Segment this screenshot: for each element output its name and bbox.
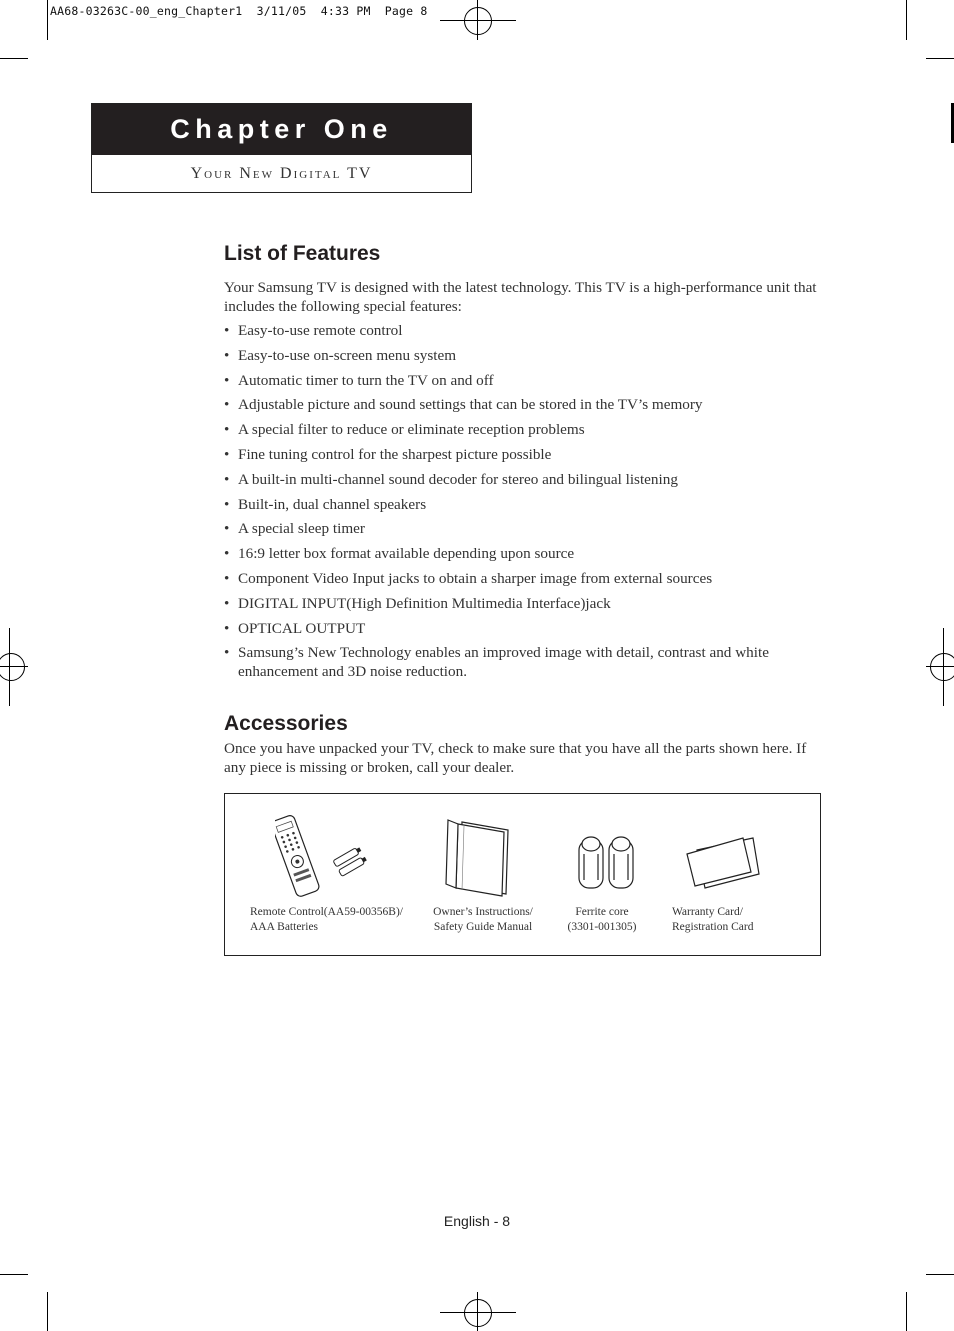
accessory-caption-ferrite: Ferrite core (3301-001305) (567, 906, 637, 933)
list-item: • A built-in multi-channel sound decoder for stereo and bilingual listening (224, 470, 678, 488)
accessory-caption-manual: Owner’s Instructions/ Safety Guide Manual (433, 906, 533, 933)
features-list (224, 321, 844, 687)
list-item: • 16:9 letter box format available depending upon source (224, 545, 575, 563)
battery-icon (333, 846, 369, 878)
features-intro: Your Samsung TV is designed with the latest technology. This TV is a high-performance unit that includes the following special features: (224, 279, 817, 315)
list-item: • A special sleep timer (224, 520, 365, 538)
features-heading: List of Features (224, 242, 381, 265)
warranty-card-icon (683, 832, 765, 892)
chapter-header (91, 103, 472, 193)
list-item: • Automatic timer to turn the TV on and off (224, 371, 494, 389)
ferrite-core-icon (576, 832, 638, 892)
accessories-box (224, 793, 821, 956)
manual-booklet-icon (444, 816, 514, 898)
list-item: • Easy-to-use on-screen menu system (224, 346, 457, 364)
list-item: • Samsung’s New Technology enables an improved image with detail, contrast and white enhancement and 3D noise reduction. (224, 644, 769, 681)
page-number: English - 8 (443, 1213, 511, 1229)
list-item: • Built-in, dual channel speakers (224, 495, 427, 513)
accessories-heading: Accessories (224, 712, 348, 735)
print-slug: AA68-03263C-00_eng_Chapter1 3/11/05 4:33 PM Page 8 (50, 4, 428, 18)
list-item: • Fine tuning control for the sharpest picture possible (224, 445, 552, 463)
list-item: • OPTICAL OUTPUT (224, 619, 366, 637)
chapter-subtitle: Your New Digital TV (190, 165, 373, 182)
list-item: • Component Video Input jacks to obtain a sharper image from external sources (224, 569, 713, 587)
list-item: • Easy-to-use remote control (224, 322, 403, 339)
list-item: • A special filter to reduce or eliminate reception problems (224, 421, 585, 439)
chapter-title: Chapter One (92, 104, 471, 155)
list-item: • DIGITAL INPUT(High Definition Multimedia Interface)jack (224, 594, 611, 612)
accessories-intro: Once you have unpacked your TV, check to make sure that you have all the parts shown here. If any piece is missing or broken, call your dealer. (224, 740, 807, 776)
accessory-caption-warranty: Warranty Card/ Registration Card (672, 906, 754, 933)
accessory-caption-remote: Remote Control(AA59-00356B)/ AAA Batteries (250, 906, 403, 933)
list-item: • Adjustable picture and sound settings that can be stored in the TV’s memory (224, 396, 703, 414)
